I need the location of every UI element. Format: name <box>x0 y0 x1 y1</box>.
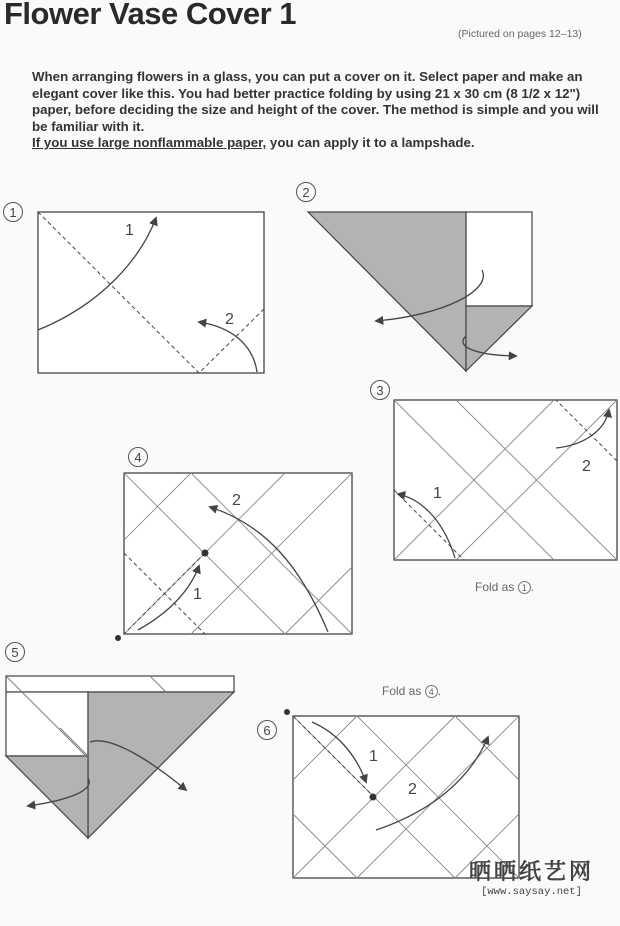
step1-number: 1 <box>3 202 23 222</box>
page-title: Flower Vase Cover 1 <box>4 0 297 31</box>
step6-number: 6 <box>257 720 277 740</box>
step4-number: 4 <box>128 447 148 467</box>
step6-arrow2-label: 2 <box>408 781 417 798</box>
fold-as-note-1: Fold as 1 . <box>475 580 535 594</box>
step5-diagram <box>6 676 234 838</box>
step4-arrow1-label: 1 <box>193 586 202 603</box>
step4-arrow2-label: 2 <box>232 492 241 509</box>
intro-fraction: 1/2 <box>521 85 540 101</box>
circled-ref-1: 1 <box>518 581 531 594</box>
step1-arrow2-label: 2 <box>225 311 234 328</box>
pictured-pages-note: (Pictured on pages 12–13) <box>458 28 582 40</box>
step5-number: 5 <box>5 642 25 662</box>
step3-number: 3 <box>370 380 390 400</box>
circled-ref-4: 4 <box>425 685 438 698</box>
fold-as-note-4: Fold as 4 . <box>382 684 442 698</box>
step1-arrow1-label: 1 <box>125 222 134 239</box>
step3-arrow2-label: 2 <box>582 458 591 475</box>
watermark-url: [www.saysay.net] <box>481 886 582 898</box>
watermark <box>449 855 614 898</box>
step1-diagram <box>38 212 264 373</box>
intro-underlined: If you use large nonflammable paper, <box>32 135 267 151</box>
step3-arrow1-label: 1 <box>433 485 442 502</box>
intro-text-1: When arranging flowers in a glass, you can put a cover on it. Select paper and make an elegant cover like this. You had better practice folding by using 21 x 30 cm (8 <box>32 69 583 101</box>
step6-arrow1-label: 1 <box>369 748 378 765</box>
intro-text-2: x 12") paper, before deciding the size and height of the cover. The method is simple and you will be familiar with it. <box>32 85 599 134</box>
watermark-logo: 晒晒纸艺网 <box>468 860 594 885</box>
intro-tail: you can apply it to a lampshade. <box>266 135 475 151</box>
step6-diagram <box>284 709 519 878</box>
step3-diagram <box>394 400 617 560</box>
step2-number: 2 <box>296 182 316 202</box>
step2-diagram <box>308 212 532 371</box>
